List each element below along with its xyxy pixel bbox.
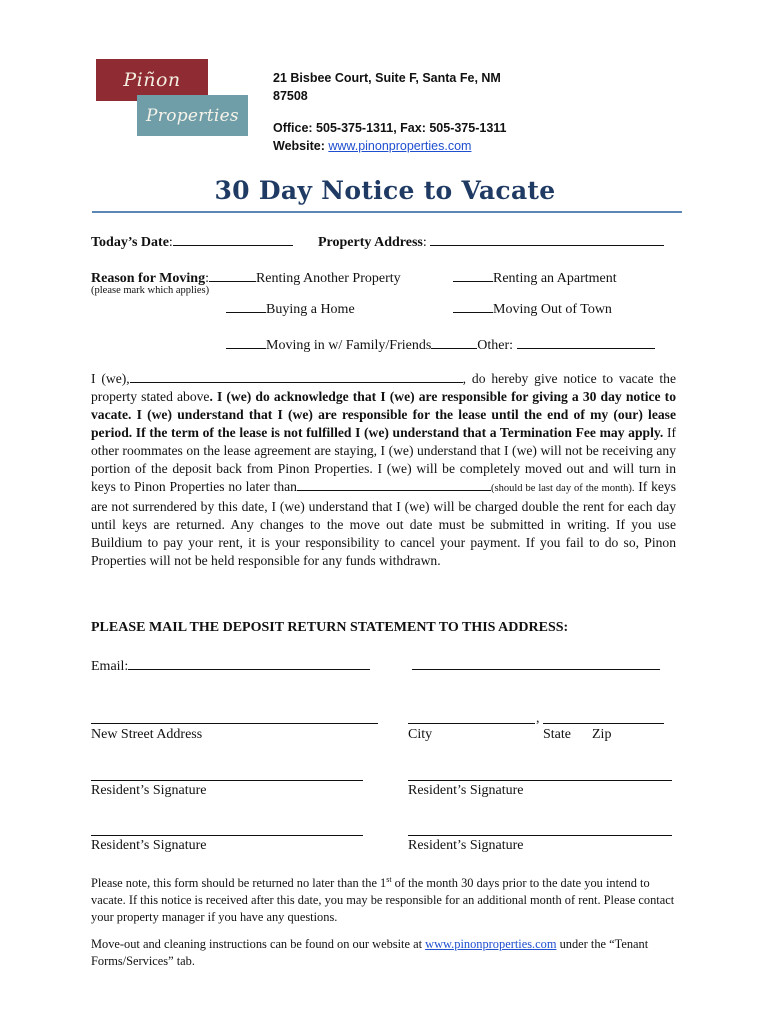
reason-family-check[interactable] xyxy=(226,335,266,349)
city-label: City xyxy=(408,727,433,742)
street-address-line[interactable] xyxy=(91,723,378,724)
logo-properties: Properties xyxy=(137,95,248,136)
todays-date-row: Today’s Date: xyxy=(91,232,293,251)
reason-renting-property: Renting Another Property xyxy=(255,271,401,286)
signature-label-4: Resident’s Signature xyxy=(408,838,524,853)
notice-paragraph xyxy=(91,369,676,570)
reason-apartment-check[interactable] xyxy=(453,268,493,282)
signature-label-3: Resident’s Signature xyxy=(91,838,207,853)
website-line xyxy=(273,139,471,153)
city-comma: , xyxy=(536,711,540,726)
todays-date-field[interactable] xyxy=(173,232,293,246)
para-intro: I (we), xyxy=(91,371,130,386)
state-label: State xyxy=(543,727,571,742)
city-line[interactable] xyxy=(408,723,535,724)
office-phone: Office: 505-375-1311, Fax: 505-375-1311 xyxy=(273,121,507,135)
reason-renting-apartment: Renting an Apartment xyxy=(493,271,617,286)
address-extra-line[interactable] xyxy=(412,669,660,670)
para-intro-end: , do hereby give notice to vacate the property stated above xyxy=(91,371,676,404)
email-row xyxy=(91,656,370,675)
reason-row: Reason for Moving: Renting Another Property xyxy=(91,268,401,287)
moveout-note xyxy=(91,936,676,970)
note1-b: of the month 30 days prior to the date you intend to vacate. If this notice is received after this date, you may be responsible for an additional month of rent. Please contact your property manager if you have any questions. xyxy=(91,876,675,925)
email-field[interactable] xyxy=(128,656,370,670)
para-after-bold: If other roommates on the lease agreement are staying, I (we) understand that I (we) will not be receiving any portion of the deposit back from Pinon Properties. I (we) will be completely moved out and will turn in keys to Pinon Properties no later than xyxy=(91,424,676,495)
mail-heading: PLEASE MAIL THE DEPOSIT RETURN STATEMENT TO THIS ADDRESS: xyxy=(91,620,569,635)
website-link[interactable]: www.pinonproperties.com xyxy=(328,139,472,153)
signature-line-2[interactable] xyxy=(408,780,672,781)
note2-a: Move-out and cleaning instructions can be found on our website at xyxy=(91,937,426,951)
website-label: Website: xyxy=(273,139,329,153)
zip-label: Zip xyxy=(592,727,612,742)
reason-buying-row xyxy=(226,299,355,318)
signature-label-2: Resident’s Signature xyxy=(408,783,524,798)
signature-line-4[interactable] xyxy=(408,835,672,836)
todays-date-label: Today’s Date xyxy=(91,235,169,250)
reason-other-check[interactable] xyxy=(431,335,477,349)
page-title: 30 Day Notice to Vacate xyxy=(214,176,556,205)
email-label: Email: xyxy=(91,659,129,674)
note2-link[interactable]: www.pinonproperties.com xyxy=(425,937,557,951)
signature-line-1[interactable] xyxy=(91,780,363,781)
reason-apartment-row xyxy=(453,268,617,287)
signature-line-3[interactable] xyxy=(91,835,363,836)
reason-note: (please mark which applies) xyxy=(91,285,210,296)
property-address-label: Property Address xyxy=(318,235,423,250)
reason-buying-check[interactable] xyxy=(226,299,266,313)
reason-family-row xyxy=(226,335,655,354)
address-line-1: 21 Bisbee Court, Suite F, Santa Fe, NM xyxy=(273,71,501,85)
reason-out-of-town-row xyxy=(453,299,612,318)
title-divider xyxy=(92,211,682,213)
address-line-2: 87508 xyxy=(273,89,308,103)
state-zip-line[interactable] xyxy=(543,723,664,724)
property-address-field[interactable] xyxy=(430,232,664,246)
note1-sup: st xyxy=(386,875,392,884)
reason-family-friends: Moving in w/ Family/Friends xyxy=(266,338,432,353)
note2-b: under the “Tenant Forms/Services” tab. xyxy=(91,937,649,968)
para-rest: If keys are not surrendered by this date, I (we) understand that I (we) will be charged double the rent for each day until keys are returned. Any changes to the move out date must be submitted in writing. If you use Buildium to pay your rent, it is your responsibility to cancel your payment. If you fail to do so, Pinon Properties will not be held responsible for any funds withdrawn. xyxy=(91,479,677,569)
last-day-note: (should be last day of the month). xyxy=(490,483,635,495)
note1-a: Please note, this form should be returned no later than the 1 xyxy=(91,876,387,891)
para-bold: . I (we) do acknowledge that I (we) are responsible for giving a 30 day notice to vacate. I (we) understand that I (we) are responsible for the lease until the end of my (our) lease period. If the term of the lease is not fulfilled I (we) understand that a Termination Fee may apply. xyxy=(91,388,677,440)
tenant-names-field[interactable] xyxy=(130,369,463,383)
reason-renting-property-check[interactable] xyxy=(209,268,256,282)
reason-label: Reason for Moving xyxy=(91,271,206,286)
reason-moving-out-of-town: Moving Out of Town xyxy=(493,302,612,317)
signature-label-1: Resident’s Signature xyxy=(91,783,207,798)
street-address-label: New Street Address xyxy=(91,727,203,742)
reason-other-field[interactable] xyxy=(517,335,655,349)
reason-buying-home: Buying a Home xyxy=(266,302,355,317)
property-address-row: Property Address: xyxy=(318,232,664,251)
return-note xyxy=(91,871,676,926)
move-out-date-field[interactable] xyxy=(297,477,491,491)
reason-other: Other: xyxy=(477,338,517,353)
reason-out-of-town-check[interactable] xyxy=(453,299,493,313)
logo-pinon: Piñon xyxy=(96,59,208,101)
